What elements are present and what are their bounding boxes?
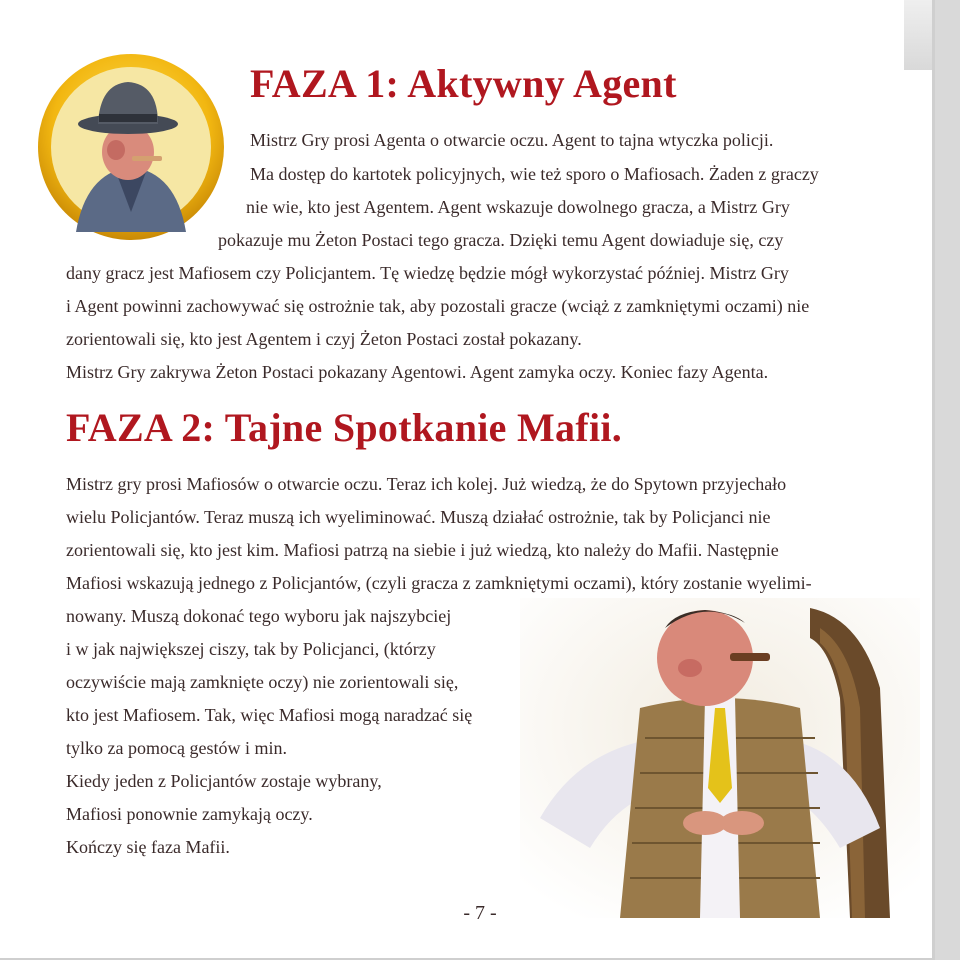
faza1-line: i Agent powinni zachowywać się ostrożnie tak, aby pozostali gracze (wciąż z zamkniętymi oczami) nie [66,296,810,316]
faza2-title: FAZA 2: Tajne Spotkanie Mafii. [66,405,623,450]
faza2-line: Kończy się faza Mafii. [66,837,230,857]
faza1-title: FAZA 1: Aktywny Agent [250,61,677,106]
faza2-line: tylko za pomocą gestów i min. [66,738,287,758]
faza2-line: Mistrz gry prosi Mafiosów o otwarcie oczu. Teraz ich kolej. Już wiedzą, że do Spytown przyjechało [66,474,787,494]
faza2-line: wielu Policjantów. Teraz muszą ich wyeliminować. Muszą działać ostrożnie, tak by Policjanci nie [66,507,771,527]
faza2-line: zorientowali się, kto jest kim. Mafiosi patrzą na siebie i już wiedzą, kto należy do Mafii. Następnie [66,540,779,560]
mafioso-illustration [520,598,920,918]
cigarette [132,156,162,161]
faza1-line: Ma dostęp do kartotek policyjnych, wie też sporo o Mafiosach. Żaden z graczy [250,164,819,184]
faza1-line: zorientowali się, kto jest Agentem i czyj Żeton Postaci został pokazany. [66,329,582,349]
faza1-line: nie wie, kto jest Agentem. Agent wskazuje dowolnego gracza, a Mistrz Gry [246,197,790,217]
agent-medallion-illustration [36,52,226,242]
faza1-line: Mistrz Gry prosi Agenta o otwarcie oczu. Agent to tajna wtyczka policji. [250,130,774,150]
faza1-line: Mistrz Gry zakrywa Żeton Postaci pokazany Agentowi. Agent zamyka oczy. Koniec fazy Agenta. [66,362,769,382]
page-number: - 7 - [463,902,497,924]
faza2-line: Mafiosi ponownie zamykają oczy. [66,804,313,824]
faza1-line: pokazuje mu Żeton Postaci tego gracza. Dzięki temu Agent dowiaduje się, czy [218,230,784,250]
agent-portrait-svg [36,52,226,242]
cigar [730,653,770,661]
faza2-line: oczywiście mają zamknięte oczy) nie zorientowali się, [66,672,459,692]
faza1-line: dany gracz jest Mafiosem czy Policjantem. Tę wiedzę będzie mógł wykorzystać później. Mistrz Gry [66,263,789,283]
faza2-line: nowany. Muszą dokonać tego wyboru jak najszybciej [66,606,452,626]
mafioso-svg [520,598,920,918]
mafioso-hand-right [720,811,764,835]
faza2-line: Kiedy jeden z Policjantów zostaje wybrany, [66,771,382,791]
faza2-line: kto jest Mafiosem. Tak, więc Mafiosi mogą naradzać się [66,705,473,725]
page-corner-tab [904,0,932,70]
faza2-line: i w jak największej ciszy, tak by Policjanci, (którzy [66,639,436,659]
faza2-line: Mafiosi wskazują jednego z Policjantów, (czyli gracza z zamkniętymi oczami), który zostanie wyelimi- [66,573,812,593]
